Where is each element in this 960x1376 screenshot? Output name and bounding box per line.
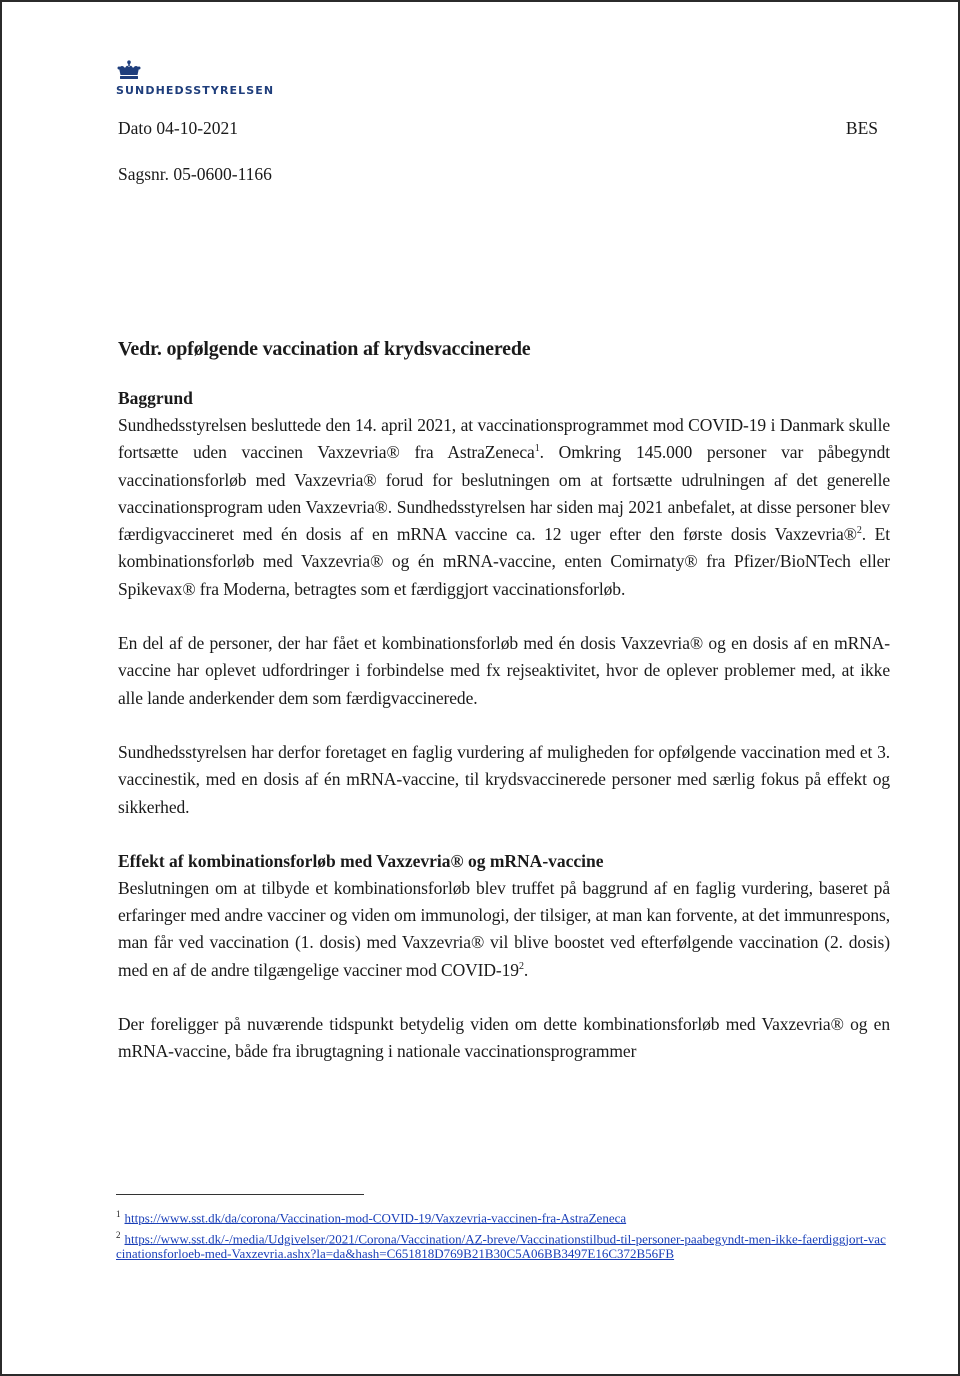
paragraph-text: .	[523, 959, 529, 980]
document-date: Dato 04-10-2021	[118, 118, 239, 138]
document-body	[118, 338, 890, 1066]
footnote-1	[116, 1207, 891, 1226]
paragraph-text: . Et kombinationsforløb med Vaxzevria® og én mRNA-vaccine, enten Comirnaty® fra Pfizer/BioNTech eller Spikevax® fra Moderna, betragtes som et færdiggjort vaccinationsforløb.	[118, 524, 890, 599]
footnote-link-1[interactable]: https://www.sst.dk/da/corona/Vaccination-mod-COVID-19/Vaxzevria-vaccinen-fra-AstraZeneca	[124, 1210, 627, 1226]
footnote-2	[116, 1228, 891, 1262]
section-heading-baggrund: Baggrund	[118, 388, 193, 408]
paragraph-text: . Omkring 145.000 personer var påbegyndt vaccinationsforløb med Vaxzevria® forud for beslutningen om at fortsætte udrulningen af det generelle vaccinationsprogram uden Vaxzevria®. Sundhedsstyrelsen har siden maj 2021 anbefalet, at disse personer blev færdigvaccineret med én dosis af en mRNA vaccine ca. 12 uger efter den første dosis Vaxzevria®	[118, 442, 890, 545]
case-number: Sagsnr. 05-0600-1166	[118, 164, 272, 184]
paragraph-effekt-2: Der foreligger på nuværende tidspunkt betydelig viden om dette kombinationsforløb med Vaxzevria® og en mRNA-vaccine, både fra ibrugtagning i nationale vaccinationsprogrammer	[118, 1014, 890, 1062]
document-title: Vedr. opfølgende vaccination af krydsvaccinerede	[118, 338, 531, 360]
organization-name: SUNDHEDSSTYRELSEN	[116, 84, 275, 97]
footnote-link-2[interactable]: https://www.sst.dk/-/media/Udgivelser/2021/Corona/Vaccination/AZ-breve/Vaccinationstilbud-til-personer-paabegyndt-men-ikke-faerdiggjort-vaccinationsforloeb-med-Vaxzevria.ashx?la=da&hash=C651818D769B21B30C5A06BB3497E16C372B56FB	[116, 1231, 886, 1262]
footnote-ref-2[interactable]: 2	[856, 525, 862, 537]
crown-icon	[116, 60, 142, 82]
paragraph-effekt-1	[118, 875, 890, 984]
footnote-ref-2[interactable]: 2	[518, 960, 524, 972]
paragraph-baggrund-1	[118, 412, 890, 603]
footnote-ref-1[interactable]: 1	[534, 443, 540, 455]
footnote-number: 1	[116, 1209, 121, 1219]
footnotes	[116, 1207, 891, 1264]
organization-logo	[116, 60, 274, 97]
section-heading-effekt: Effekt af kombinationsforløb med Vaxzevria® og mRNA-vaccine	[118, 850, 604, 871]
footnote-number: 2	[116, 1229, 121, 1240]
author-initials: BES	[845, 118, 878, 138]
footnote-separator	[116, 1194, 364, 1195]
paragraph-baggrund-2: En del af de personer, der har fået et kombinationsforløb med én dosis Vaxzevria® og en dosis af en mRNA-vaccine har oplevet udfordringer i forbindelse med fx rejseaktivitet, hvor de oplever problemer med, at ikke alle lande anderkender dem som færdigvaccinerede.	[118, 633, 890, 708]
paragraph-baggrund-3: Sundhedsstyrelsen har derfor foretaget en faglig vurdering af muligheden for opfølgende vaccination med et 3. vaccinestik, med en dosis af én mRNA-vaccine, til krydsvaccinerede personer med særlig fokus på effekt og sikkerhed.	[118, 741, 890, 817]
paragraph-text: Sundhedsstyrelsen besluttede den 14. april 2021, at vaccinationsprogrammet mod COVID-19 i Danmark skulle fortsætte uden vaccinen Vaxzevria® fra AstraZeneca	[118, 415, 890, 463]
paragraph-text: Beslutningen om at tilbyde et kombinationsforløb blev truffet på baggrund af en faglig vurdering, baseret på erfaringer med andre vacciner og viden om immunologi, der tilsiger, at man kan forvente, at det immunrespons, man får ved vaccination (1. dosis) med Vaxzevria® vil blive boostet ved efterfølgende vaccination (2. dosis) med en af de andre tilgængelige vacciner mod COVID-19	[118, 877, 890, 980]
